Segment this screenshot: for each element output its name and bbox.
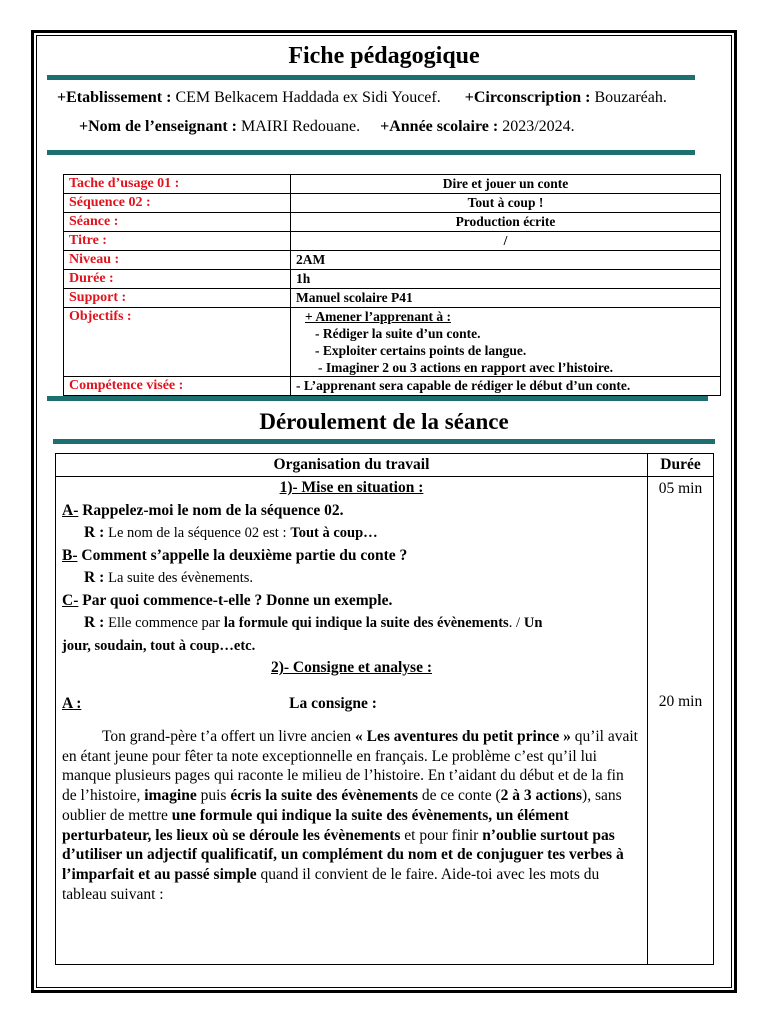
- teacher-line: +Nom de l’enseignant : MAIRI Redouane. +Année scolaire : 2023/2024.: [79, 118, 575, 135]
- row-value: Manuel scolaire P41: [291, 289, 721, 308]
- objective-item: - Exploiter certains points de langue.: [315, 343, 527, 358]
- question-a: A- Rappelez-moi le nom de la séquence 02.: [62, 501, 344, 519]
- step1-title: 1)- Mise en situation :: [279, 479, 424, 496]
- row-value: Production écrite: [291, 213, 721, 232]
- table-row: [64, 377, 721, 396]
- duration-step1: 05 min: [658, 480, 703, 497]
- row-value: 2AM: [291, 251, 721, 270]
- step2-title: 2)- Consigne et analyse :: [270, 659, 433, 676]
- consigne-heading: A : La consigne :: [62, 694, 377, 712]
- lesson-info-table: [63, 174, 721, 396]
- consigne-paragraph: Ton grand-père t’a offert un livre ancien « Les aventures du petit prince » qu’il avait en étant jeune pour fêter ta note exceptionnelle en français. Le problème c’est qu’il lui manque plusieurs pages qui raconte le milieu de l’histoire. En t’aidant du début et de la fin de l’histoire, imagine puis écris la suite des évènements de ce conte (2 à 3 actions), sans oublier de mettre une formule qui indique la suite des évènements, un élément perturbateur, les lieux où se déroule les évènements et pour finir n’oublie surtout pas d’utiliser un adjectif qualificatif, un complément du nom et de conjuguer tes verbes à l’imparfait et au passé simple quand il convient de le faire. Aide-toi avec les mots du tableau suivant :: [62, 728, 638, 903]
- row-label: Tache d’usage 01 :: [64, 175, 291, 194]
- section-title: Déroulement de la séance: [259, 409, 509, 434]
- establishment-line: +Etablissement : CEM Belkacem Haddada ex Sidi Youcef. +Circonscription : Bouzaréah.: [57, 89, 667, 106]
- duration-cell: [648, 477, 714, 965]
- answer-a: R : Le nom de la séquence 02 est : Tout à coup…: [84, 524, 378, 541]
- answer-c: R : Elle commence par la formule qui indique la suite des évènements. / Un: [84, 614, 543, 631]
- answer-b: R : La suite des évènements.: [84, 569, 254, 586]
- table-rule: [47, 396, 708, 401]
- objective-item: - Rédiger la suite d’un conte.: [315, 326, 481, 341]
- table-header-row: [56, 454, 714, 477]
- row-value: Dire et jouer un conte: [291, 175, 721, 194]
- objective-item: - Imaginer 2 ou 3 actions en rapport avec l’histoire.: [318, 360, 613, 375]
- column-header-duration: Durée: [648, 454, 714, 477]
- row-value: - L’apprenant sera capable de rédiger le début d’un conte.: [291, 377, 721, 396]
- work-cell: [56, 477, 648, 965]
- row-label: Niveau :: [64, 251, 291, 270]
- table-row: [64, 270, 721, 289]
- objectives-intro: + Amener l’apprenant à :: [305, 309, 451, 324]
- section-rule: [53, 439, 715, 444]
- table-row: [64, 289, 721, 308]
- table-row: [64, 251, 721, 270]
- column-header-work: Organisation du travail: [56, 454, 648, 477]
- row-label: Objectifs :: [64, 308, 291, 377]
- duration-step2: 20 min: [658, 692, 703, 710]
- answer-c-continued: jour, soudain, tout à coup…etc.: [62, 637, 256, 654]
- question-c: C- Par quoi commence-t-elle ? Donne un exemple.: [62, 591, 393, 609]
- row-value: 1h: [291, 270, 721, 289]
- row-label: Séance :: [64, 213, 291, 232]
- question-b: B- Comment s’appelle la deuxième partie du conte ?: [62, 546, 408, 564]
- table-row: [64, 175, 721, 194]
- info-rule: [47, 150, 695, 155]
- table-row: [64, 213, 721, 232]
- table-row-objectives: [64, 308, 721, 377]
- row-label: Séquence 02 :: [64, 194, 291, 213]
- row-label: Titre :: [64, 232, 291, 251]
- page-title: Fiche pédagogique: [288, 43, 480, 69]
- table-row: [64, 232, 721, 251]
- table-row: [64, 194, 721, 213]
- row-label: Support :: [64, 289, 291, 308]
- row-value: /: [291, 232, 721, 251]
- table-row: [56, 477, 714, 965]
- lesson-plan-table: [55, 453, 714, 965]
- row-value: Tout à coup !: [291, 194, 721, 213]
- row-label: Durée :: [64, 270, 291, 289]
- title-rule: [47, 75, 695, 80]
- row-label: Compétence visée :: [64, 377, 291, 396]
- objectives-list: [291, 308, 721, 377]
